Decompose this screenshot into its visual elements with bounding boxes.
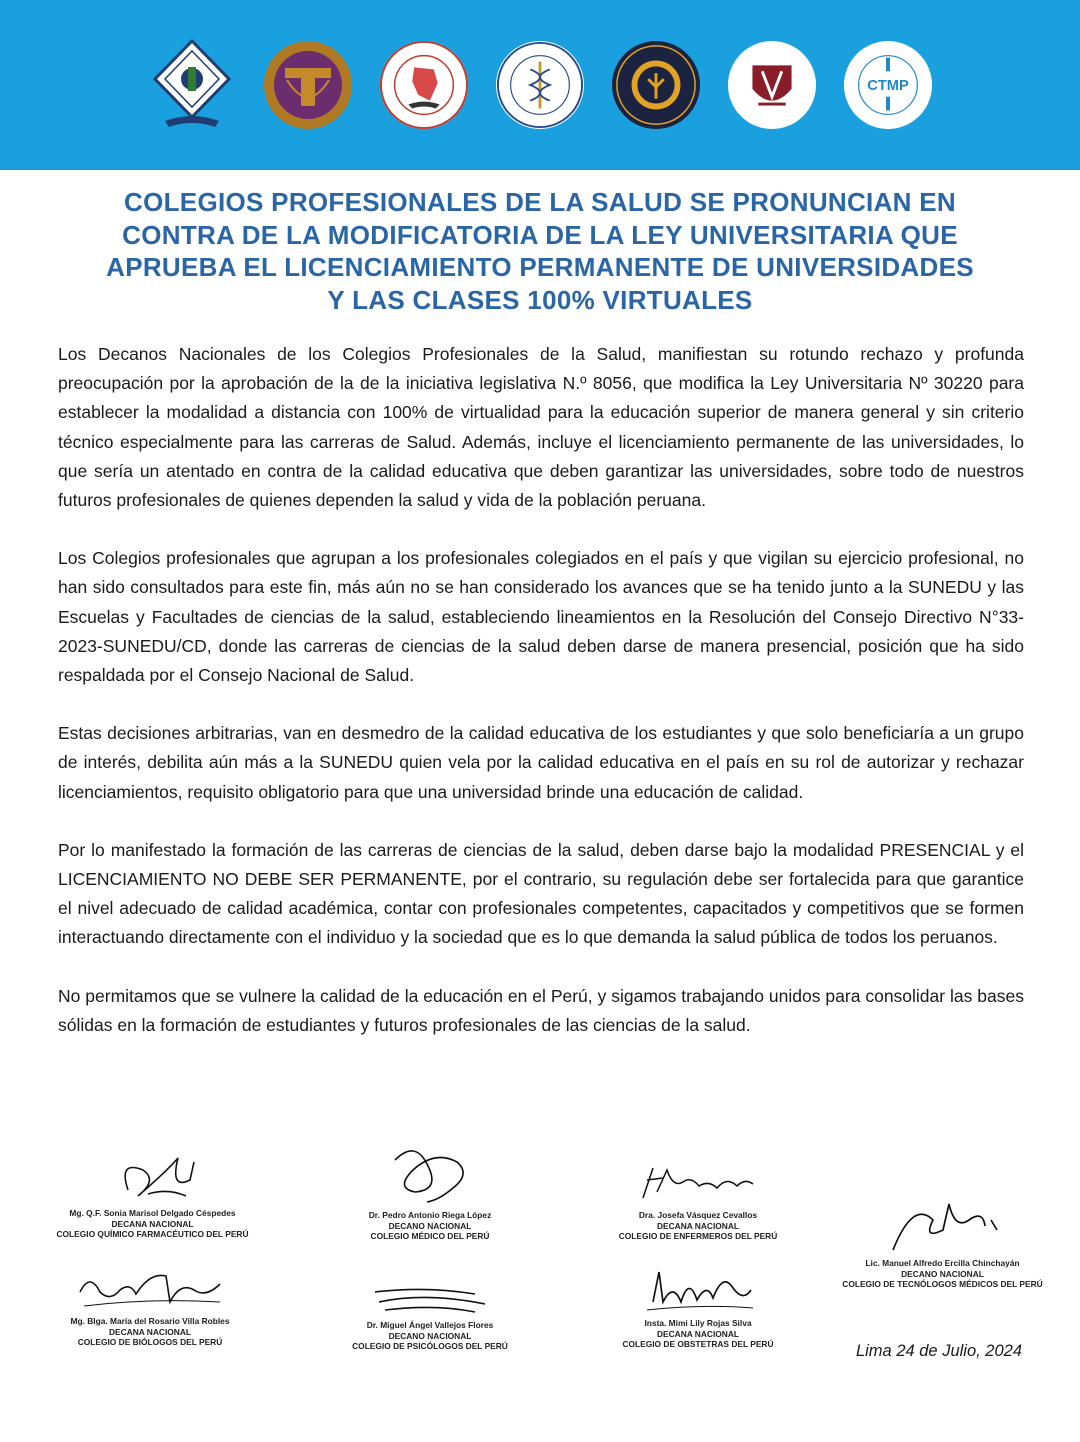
paragraph: Los Decanos Nacionales de los Colegios Profesionales de la Salud, manifiestan su rotundo rechazo y profunda preocupación por la aprobación de la de la iniciativa legislativa N.º 8056, que modifica la Ley Universitaria Nº 30220 para establecer la modalidad a distancia con 100% de virtualidad para la educación superior de manera general y sin criterio técnico especialmente para las carreras de Salud. Además, incluye el licenciamiento permanente de las universidades, lo que sería un atentado en contra de la calidad educativa que deben garantizar las universidades, sobre todo de nuestros futuros profesionales de quienes dependen la salud y vida de la población peruana. (58, 344, 1024, 511)
signer-name: Mg. Blga. María del Rosario Villa Robles (70, 1316, 230, 1326)
ctmp-logo (843, 40, 933, 130)
colegio-enfermeros-logo (379, 40, 469, 130)
signer-org: COLEGIO DE TECNÓLOGOS MÉDICOS DEL PERÚ (842, 1279, 1043, 1290)
signer-name: Dr. Pedro Antonio Riega López (368, 1210, 492, 1220)
signer-role: DECANO NACIONAL (901, 1268, 984, 1279)
paragraph: Estas decisiones arbitrarias, van en desmedro de la calidad educativa de los estudiantes y que solo beneficiaría a un grupo de interés, debilita aún más a la SUNEDU quien vela por la calidad educativa en el país en su rol de autorizar y rechazar licenciamientos, requisito obligatorio para que una universidad brinde una educación de calidad. (58, 723, 1024, 802)
document-body (58, 340, 1024, 1069)
signer-role: DECANA NACIONAL (656, 1328, 740, 1339)
colegio-obstetras-logo (727, 40, 817, 130)
colegio-biologos-logo (495, 40, 585, 130)
title-line: Y LAS CLASES 100% VIRTUALES (327, 284, 753, 315)
signer-org: COLEGIO QUÍMICO FARMACÉUTICO DEL PERÚ (56, 1229, 249, 1240)
signer-role: DECANA NACIONAL (108, 1326, 192, 1337)
document-date: Lima 24 de Julio, 2024 (855, 1342, 1022, 1360)
header-banner (0, 0, 1080, 170)
signer-role: DECANO NACIONAL (388, 1220, 472, 1231)
signer-org: COLEGIO DE OBSTETRAS DEL PERÚ (622, 1339, 774, 1350)
handwritten-signature (633, 1262, 763, 1316)
title-line: APRUEBA EL LICENCIAMIENTO PERMANENTE DE UNIVERSIDADES (106, 252, 974, 282)
signer-name: Lic. Manuel Alfredo Ercilla Chinchayán (865, 1258, 1020, 1268)
handwritten-signature (873, 1190, 1013, 1256)
signature-block (40, 1262, 260, 1348)
signer-org: COLEGIO DE BIÓLOGOS DEL PERÚ (77, 1337, 223, 1348)
signer-org: COLEGIO DE PSICÓLOGOS DEL PERÚ (352, 1341, 508, 1352)
handwritten-signature (365, 1282, 495, 1318)
paragraph: No permitamos que se vulnere la calidad de la educación en el Perú, y sigamos trabajando unidos para consolidar las bases sólidas en la formación de estudiantes y futuros profesionales de las ciencias de la salud. (58, 985, 1024, 1035)
signature-block (330, 1140, 530, 1242)
signer-name: Dra. Josefa Vásquez Cevallos (638, 1210, 758, 1220)
signer-name: Dr. Miguel Ángel Vallejos Flores (366, 1320, 494, 1330)
signer-org: COLEGIO DE ENFERMEROS DEL PERÚ (618, 1231, 778, 1242)
handwritten-signature (375, 1140, 485, 1208)
title-line: COLEGIOS PROFESIONALES DE LA SALUD SE PRONUNCIAN EN (124, 187, 956, 217)
signer-name: Insta. Mimi Lily Rojas Silva (644, 1318, 752, 1328)
paragraph: Por lo manifestado la formación de las carreras de ciencias de la salud, deben darse bajo la modalidad PRESENCIAL y el LICENCIAMIENTO NO DEBE SER PERMANENTE, por el contrario, su regulación debe ser fortalecida para que garantice el nivel adecuado de calidad académica, contar con profesionales competentes, capacitados y competitivos que se formen interactuando directamente con el individuo y la sociedad que es lo que demanda la salud pública de todos los peruanos. (58, 839, 1024, 948)
signature-block (598, 1262, 798, 1350)
signer-role: DECANA NACIONAL (111, 1218, 194, 1229)
document-title (60, 186, 1020, 316)
signer-role: DECANA NACIONAL (656, 1220, 740, 1231)
signer-role: DECANO NACIONAL (388, 1330, 472, 1341)
signature-block (598, 1158, 798, 1242)
handwritten-signature (98, 1150, 208, 1206)
handwritten-signature (633, 1158, 763, 1208)
colegio-medico-logo (263, 40, 353, 130)
title-line: CONTRA DE LA MODIFICATORIA DE LA LEY UNIVERSITARIA QUE (122, 219, 958, 250)
signature-block (50, 1150, 255, 1240)
signature-block (830, 1190, 1055, 1290)
signer-name: Mg. Q.F. Sonia Marisol Delgado Céspedes (69, 1208, 236, 1218)
quimico-farmaceutico-logo (147, 40, 237, 130)
colegio-psicologos-logo (611, 40, 701, 130)
signature-block (330, 1282, 530, 1352)
svg-text:CTMP: CTMP (867, 77, 909, 94)
handwritten-signature (70, 1262, 230, 1314)
signer-org: COLEGIO MÉDICO DEL PERÚ (370, 1231, 490, 1242)
paragraph: Los Colegios profesionales que agrupan a los profesionales colegiados en el país y que vigilan su ejercicio profesional, no han sido consultados para este fin, más aún no se han considerado los avances que se ha tenido junto a la SUNEDU y las Escuelas y Facultades de ciencias de la salud, estableciendo lineamientos en la Resolución del Consejo Directivo N°33- 2023-SUNEDU/CD, donde las carreras de ciencias de la salud deben darse de manera presencial, posición que ha sido respaldada por el Consejo Nacional de Salud. (58, 548, 1024, 686)
